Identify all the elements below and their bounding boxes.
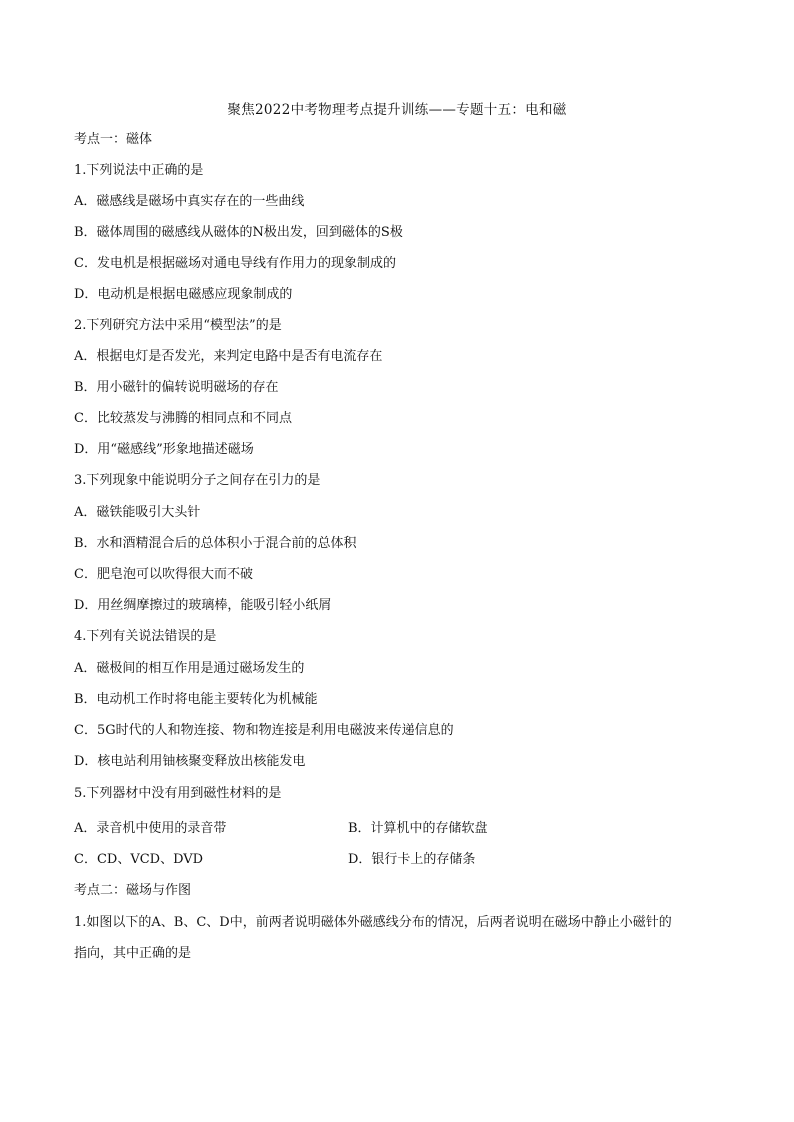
document-title: 聚焦2022中考物理考点提升训练——专题十五：电和磁 bbox=[227, 102, 567, 118]
section2-question-1-line-1: 1.如图以下的A、B、C、D中，前两者说明磁体外磁感线分布的情况，后两者说明在磁场中静止小磁针的 bbox=[74, 915, 672, 930]
question-5-option-c: C．CD、VCD、DVD bbox=[74, 852, 204, 867]
question-4-option-c: C．5G时代的人和物连接、物和物连接是利用电磁波来传递信息的 bbox=[74, 723, 454, 738]
question-5-option-d: D．银行卡上的存储条 bbox=[348, 852, 476, 867]
section-heading-magnetic-field: 考点二：磁场与作图 bbox=[74, 883, 192, 898]
question-1-option-a: A．磁感线是磁场中真实存在的一些曲线 bbox=[74, 194, 305, 209]
question-5-option-b: B．计算机中的存储软盘 bbox=[348, 821, 488, 836]
section-heading-magnets: 考点一：磁体 bbox=[74, 132, 153, 147]
question-3-option-a: A．磁铁能吸引大头针 bbox=[74, 505, 201, 520]
question-2-option-b: B．用小磁针的偏转说明磁场的存在 bbox=[74, 380, 279, 395]
question-2-option-d: D．用“磁感线”形象地描述磁场 bbox=[74, 442, 254, 457]
question-3-option-d: D．用丝绸摩擦过的玻璃棒，能吸引轻小纸屑 bbox=[74, 598, 332, 613]
question-3-stem: 3.下列现象中能说明分子之间存在引力的是 bbox=[74, 473, 321, 488]
question-4-option-d: D．核电站利用铀核聚变释放出核能发电 bbox=[74, 754, 306, 769]
question-1-stem: 1.下列说法中正确的是 bbox=[74, 163, 204, 178]
question-2-option-c: C．比较蒸发与沸腾的相同点和不同点 bbox=[74, 411, 292, 426]
question-1-option-d: D．电动机是根据电磁感应现象制成的 bbox=[74, 287, 293, 302]
section2-question-1-line-2: 指向，其中正确的是 bbox=[74, 946, 192, 961]
question-2-stem: 2.下列研究方法中采用“模型法”的是 bbox=[74, 318, 282, 333]
question-4-option-a: A．磁极间的相互作用是通过磁场发生的 bbox=[74, 661, 305, 676]
question-2-option-a: A．根据电灯是否发光，来判定电路中是否有电流存在 bbox=[74, 349, 383, 364]
question-3-option-b: B．水和酒精混合后的总体积小于混合前的总体积 bbox=[74, 536, 357, 551]
question-5-option-a: A．录音机中使用的录音带 bbox=[74, 821, 227, 836]
question-4-option-b: B．电动机工作时将电能主要转化为机械能 bbox=[74, 692, 318, 707]
question-1-option-c: C．发电机是根据磁场对通电导线有作用力的现象制成的 bbox=[74, 256, 396, 271]
question-4-stem: 4.下列有关说法错误的是 bbox=[74, 629, 217, 644]
question-1-option-b: B．磁体周围的磁感线从磁体的N极出发，回到磁体的S极 bbox=[74, 225, 403, 240]
question-5-stem: 5.下列器材中没有用到磁性材料的是 bbox=[74, 786, 282, 801]
question-3-option-c: C．肥皂泡可以吹得很大而不破 bbox=[74, 567, 253, 582]
